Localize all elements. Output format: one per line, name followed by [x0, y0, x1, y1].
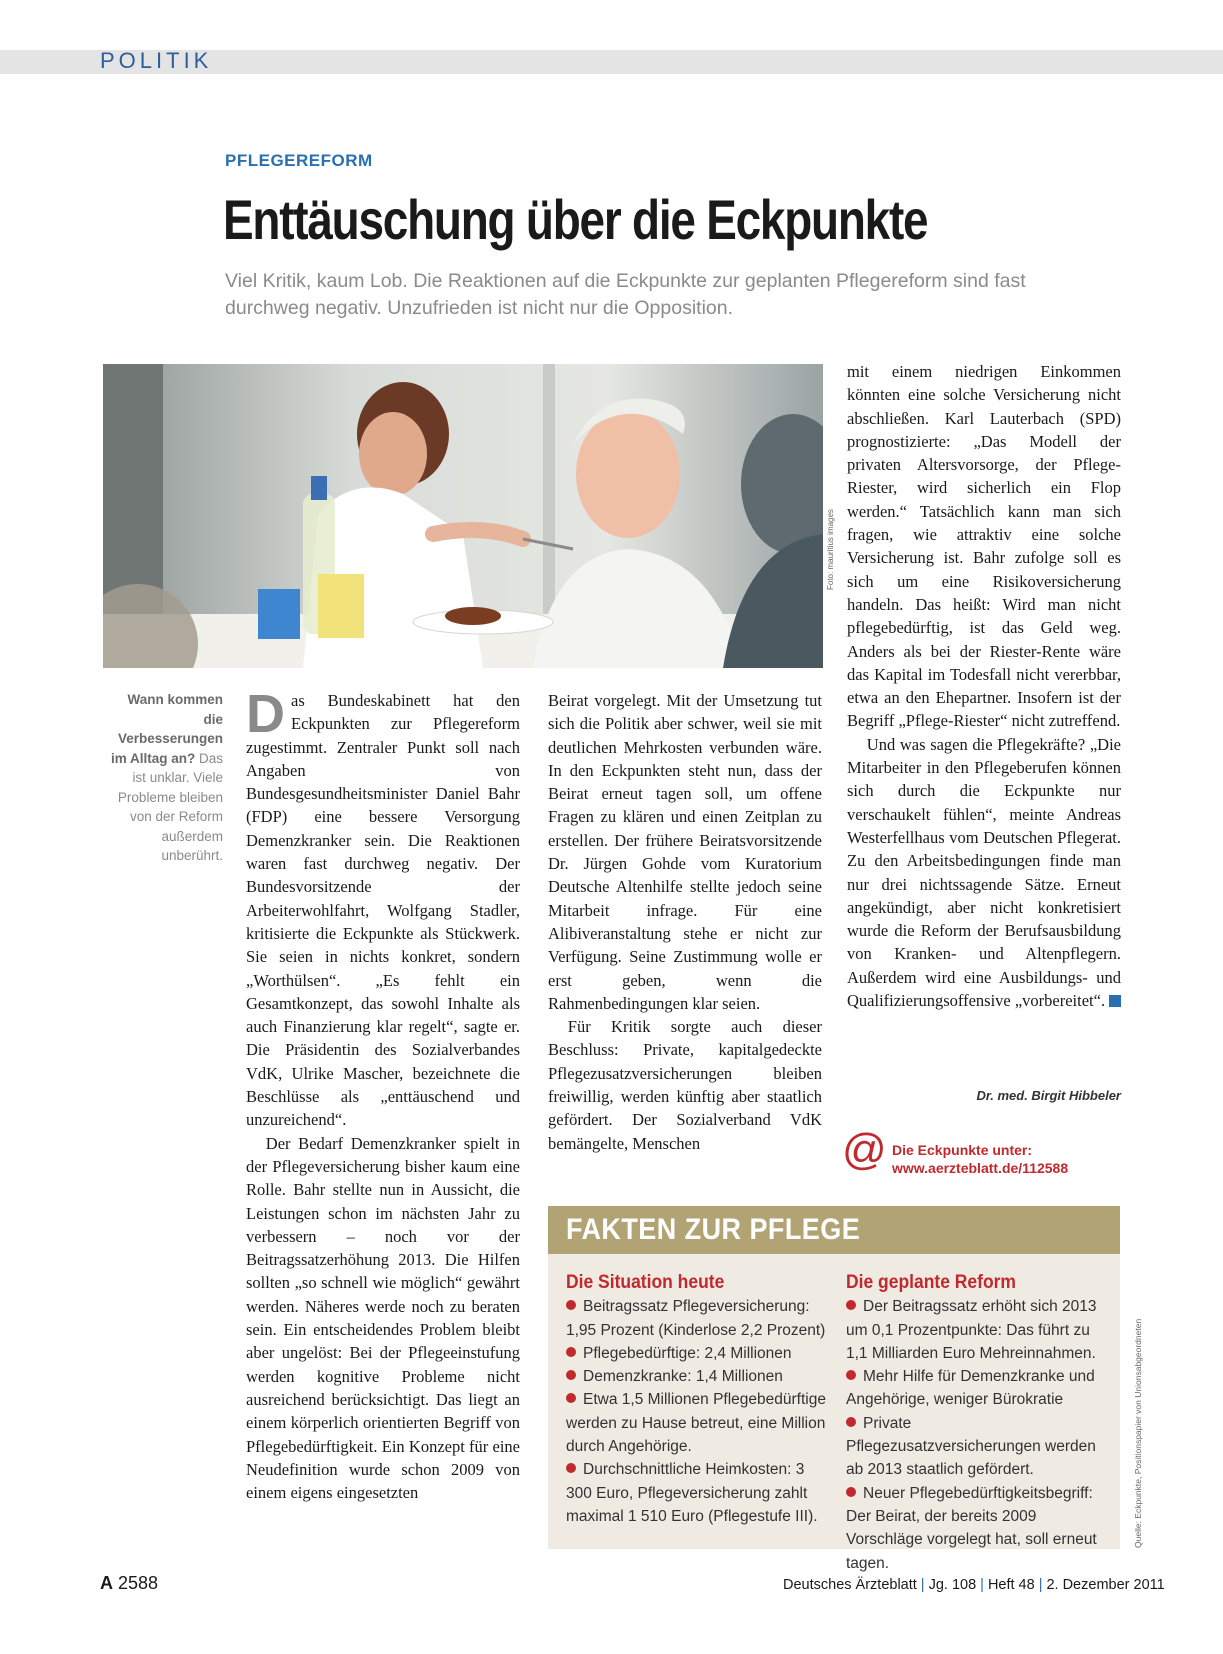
web-link[interactable]: [892, 1141, 1068, 1177]
author: Dr. med. Birgit Hibbeler: [976, 1088, 1121, 1103]
factbox-source: Quelle: Eckpunkte, Positionspapier von Unionsabgeordneten: [1133, 1318, 1143, 1548]
bullet-icon: [846, 1487, 856, 1497]
list-item: Beitragssatz Pflegeversicherung: 1,95 Prozent (Kinderlose 2,2 Prozent): [566, 1298, 826, 1339]
bullet-icon: [846, 1417, 856, 1427]
list-item: Mehr Hilfe für Demenzkranke und Angehörige, weniger Bürokratie: [846, 1368, 1095, 1409]
sidenote-question: Wann kommen die Verbesserungen im Alltag an?: [110, 692, 223, 766]
article-column-3: [847, 360, 1121, 1012]
journal-footer: Deutsches Ärzteblatt | Jg. 108 | Heft 48 | 2. Dezember 2011: [783, 1577, 1165, 1593]
page-number: [100, 1573, 158, 1594]
page-prefix: A: [100, 1573, 113, 1593]
factbox-left-heading: Die Situation heute: [566, 1272, 725, 1293]
bullet-icon: [566, 1393, 576, 1403]
sidenote-answer: Das ist unklar. Viele Probleme bleiben von der Reform außerdem unberührt.: [117, 750, 223, 863]
journal-issue: Heft 48: [987, 1577, 1035, 1593]
headline: Enttäuschung über die Eckpunkte: [223, 188, 928, 251]
page-number-value: 2588: [118, 1573, 159, 1593]
list-item: Durchschnittliche Heimkosten: 3 300 Euro, Pflegeversicherung zahlt maximal 1 510 Euro (Pflegestufe III).: [566, 1461, 818, 1525]
list-item: Etwa 1,5 Millionen Pflegebedürftige werden zu Hause betreut, eine Million durch Angehörige.: [566, 1391, 826, 1456]
paragraph: Für Kritik sorgte auch dieser Beschluss: Private, kapitalgedeckte Pflegezusatzversicherungen bleiben freiwillig, werden künftig aber staatlich gefördert. Der Sozialverband VdK bemängelte, Menschen: [548, 1017, 822, 1153]
paragraph: mit einem niedrigen Einkommen könnten eine solche Versicherung nicht abschließen. Karl Lauterbach (SPD) prognostizierte: „Das Modell der privaten Altersvorsorge, der Pflege-Riester, wird sicherlich ein Flop werden.“ Tatsächlich kann man sich fragen, wie attraktiv eine solche Versicherung ist. Bahr zufolge soll es sich um eine Risikoversicherung handeln. Das heißt: Wird man nicht pflegebedürftig, ist das Geld weg. Anders als bei der Riester-Rente wäre das Kapital im Todesfall nicht vererbbar, etwa an den Ehepartner. Insofern ist der Begriff „Pflege-Riester“ nicht zutreffend.: [847, 362, 1121, 731]
bullet-icon: [566, 1370, 576, 1380]
list-item: Pflegebedürftige: 2,4 Millionen: [566, 1342, 828, 1365]
bullet-icon: [846, 1300, 856, 1310]
journal-volume: Jg. 108: [928, 1577, 977, 1593]
kicker: PFLEGEREFORM: [225, 151, 373, 170]
section-label: POLITIK: [100, 48, 213, 73]
factbox-title: FAKTEN ZUR PFLEGE: [566, 1213, 861, 1246]
factbox-right-column: [846, 1271, 1108, 1575]
bullet-icon: [566, 1300, 576, 1310]
sidenote: [110, 690, 223, 866]
article-photo: [103, 364, 823, 668]
list-item: Neuer Pflegebedürftigkeitsbegriff: Der Beirat, der bereits 2009 Vorschläge vorgelegt hat, soll erneut tagen.: [846, 1484, 1097, 1572]
subtitle: Viel Kritik, kaum Lob. Die Reaktionen auf die Eckpunkte zur geplanten Pflegereform sind fast durchweg negativ. Unzufrieden ist nicht nur die Opposition.: [225, 270, 1026, 319]
article-column-2: [548, 689, 822, 1155]
article-column-1: [246, 684, 520, 1504]
list-item: Der Beitragssatz erhöht sich 2013 um 0,1 Prozentpunkte: Das führt zu 1,1 Milliarden Euro Mehreinnahmen.: [846, 1298, 1097, 1362]
bullet-icon: [566, 1347, 576, 1357]
factbox-left-column: [566, 1271, 828, 1528]
paragraph: Der Bedarf Demenzkranker spielt in der Pflegeversicherung bisher kaum eine Rolle. Bahr stellte nun in Aussicht, die Leistungen schon im nächsten Jahr zu verbessern – noch vor der Beitragssatzerhöhung 2013. Die Hilfen sollten „so schnell wie möglich“ gewährt werden. Näheres werde noch zu beraten sein. Ein entscheidendes Problem bleibt aber ungelöst: Bei der Pflegeeinstufung werden kognitive Probleme nicht ausreichend berücksichtigt. Das liegt an einem körperlich orientierten Begriff von Pflegebedürftigkeit. Ein Konzept für eine Neudefinition wurde schon 2009 von einem eigens eingesetzten: [246, 1133, 520, 1503]
web-link-url[interactable]: www.aerzteblatt.de/112588: [892, 1160, 1069, 1176]
list-item: Demenzkranke: 1,4 Millionen: [566, 1365, 828, 1388]
bullet-icon: [566, 1463, 576, 1473]
at-sign-icon: @: [842, 1125, 887, 1174]
paragraph: as Bundeskabinett hat den Eckpunkten zur Pflegereform zugestimmt. Zentraler Punkt soll nach Angaben von Bundesgesundheitsminister Daniel Bahr (FDP) eine bessere Versorgung Demenzkranker sein. Die Reaktionen waren fast durchweg negativ. Der Bundesvorsitzende der Arbeiterwohlfahrt, Wolfgang Stadler, kritisierte die Eckpunkte als Stückwerk. Sie seien in nichts konkret, sondern „Worthülsen“. „Es fehlt ein Gesamtkonzept, das sowohl Inhalte als auch Finanzierung klar regelt“, sagte er. Die Präsidentin des Sozialverbandes VdK, Ulrike Mascher, bezeichnete die Beschlüsse als „enttäuschend und unzureichend“.: [246, 691, 520, 1130]
journal-name: Deutsches Ärzteblatt: [783, 1577, 917, 1593]
web-link-label: Die Eckpunkte unter:: [892, 1142, 1033, 1158]
photo-credit: Foto: mauritius images: [826, 509, 835, 590]
factbox-right-heading: Die geplante Reform: [846, 1272, 1016, 1293]
photo-illustration: [103, 364, 823, 668]
paragraph: Beirat vorgelegt. Mit der Umsetzung tut sich die Politik aber schwer, weil sie mit deutlichen Mehrkosten verbunden wäre. In den Eckpunkten steht nun, dass der Beirat erneut tagen soll, um offene Fragen zu klären und einen Zeitplan zu erstellen. Der frühere Beiratsvorsitzende Dr. Jürgen Gohde vom Kuratorium Deutsche Altenhilfe stellte jedoch seine Mitarbeit infrage. Für eine Alibiveranstaltung stehe er nicht zur Verfügung. Seine Zustimmung wolle er erst geben, wenn die Rahmenbedingungen klar seien.: [548, 691, 822, 1013]
bullet-icon: [846, 1370, 856, 1380]
paragraph: Und was sagen die Pflegekräfte? „Die Mitarbeiter in den Pflegeberufen können sich durch die Eckpunkte nur verschaukelt fühlen“, meinte Andreas Westerfellhaus vom Deutschen Pflegerat. Zu den Arbeitsbedingungen finde man nur drei nichtssagende Sätze. Erneut angekündigt, aber nicht konkretisiert wurde die Reform der Berufsausbildung von Kranken- und Altenpflegern. Außerdem wird eine Ausbildungs- und Qualifizierungsoffensive „vorbereitet“.: [847, 734, 1121, 1011]
journal-date: 2. Dezember 2011: [1046, 1577, 1165, 1593]
dropcap: D: [246, 684, 285, 744]
end-mark-icon: [1109, 995, 1121, 1007]
list-item: Private Pflegezusatzversicherungen werden ab 2013 staatlich gefördert.: [846, 1414, 1096, 1479]
